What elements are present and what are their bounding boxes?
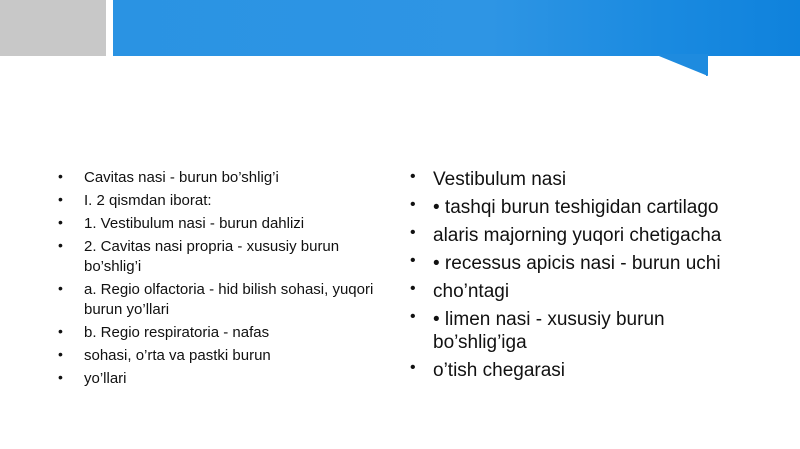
header-gray-block <box>0 0 106 56</box>
header-tab-edge <box>706 54 707 76</box>
left-bullet-list <box>58 168 384 392</box>
list-item <box>58 168 384 188</box>
list-item <box>410 308 763 354</box>
header-tab-shape <box>654 54 708 76</box>
list-item-text: Vestibulum nasi <box>433 169 567 190</box>
list-item <box>410 359 763 382</box>
list-item-text: sohasi, o’rta va pastki burun <box>84 347 271 364</box>
bullet-icon: • <box>410 224 416 241</box>
bullet-icon: • <box>410 196 416 213</box>
list-item-text: a. Regio olfactoria - hid bilish sohasi, yuqori burun yo’llari <box>84 281 374 318</box>
list-item <box>410 280 763 303</box>
list-item-text: 2. Cavitas nasi propria - xususiy burun bo’shlig’i <box>84 238 340 275</box>
list-item <box>410 224 763 247</box>
list-item <box>410 168 763 191</box>
right-bullet-list <box>410 168 763 387</box>
list-item-text: • tashqi burun teshigidan cartilago <box>433 197 719 218</box>
list-item-text: o’tish chegarasi <box>433 360 566 381</box>
header-blue-bar <box>113 0 800 56</box>
bullet-icon: • <box>58 369 63 385</box>
list-item-text: yo’llari <box>84 370 127 387</box>
list-item <box>58 346 384 366</box>
list-item <box>58 369 384 389</box>
bullet-icon: • <box>58 168 63 184</box>
bullet-icon: • <box>410 359 416 376</box>
list-item <box>58 191 384 211</box>
bullet-icon: • <box>410 308 416 325</box>
bullet-icon: • <box>58 214 63 230</box>
bullet-icon: • <box>58 323 63 339</box>
list-item-text: • recessus apicis nasi - burun uchi <box>433 253 721 274</box>
bullet-icon: • <box>410 252 416 269</box>
list-item-text: cho’ntagi <box>433 281 510 302</box>
bullet-icon: • <box>58 191 63 207</box>
list-item-text: • limen nasi - xususiy burun bo’shlig’iga <box>433 309 665 353</box>
list-item <box>58 237 384 277</box>
list-item <box>58 323 384 343</box>
list-item-text: 1. Vestibulum nasi - burun dahlizi <box>84 215 305 232</box>
bullet-icon: • <box>410 280 416 297</box>
list-item <box>58 214 384 234</box>
list-item <box>58 280 384 320</box>
list-item-text: alaris majorning yuqori chetigacha <box>433 225 722 246</box>
list-item-text: b. Regio respiratoria - nafas <box>84 324 270 341</box>
bullet-icon: • <box>410 168 416 185</box>
bullet-icon: • <box>58 280 63 296</box>
list-item-text: Cavitas nasi - burun bo’shlig’i <box>84 169 279 186</box>
bullet-icon: • <box>58 237 63 253</box>
list-item-text: I. 2 qismdan iborat: <box>84 192 212 209</box>
list-item <box>410 196 763 219</box>
list-item <box>410 252 763 275</box>
bullet-icon: • <box>58 346 63 362</box>
